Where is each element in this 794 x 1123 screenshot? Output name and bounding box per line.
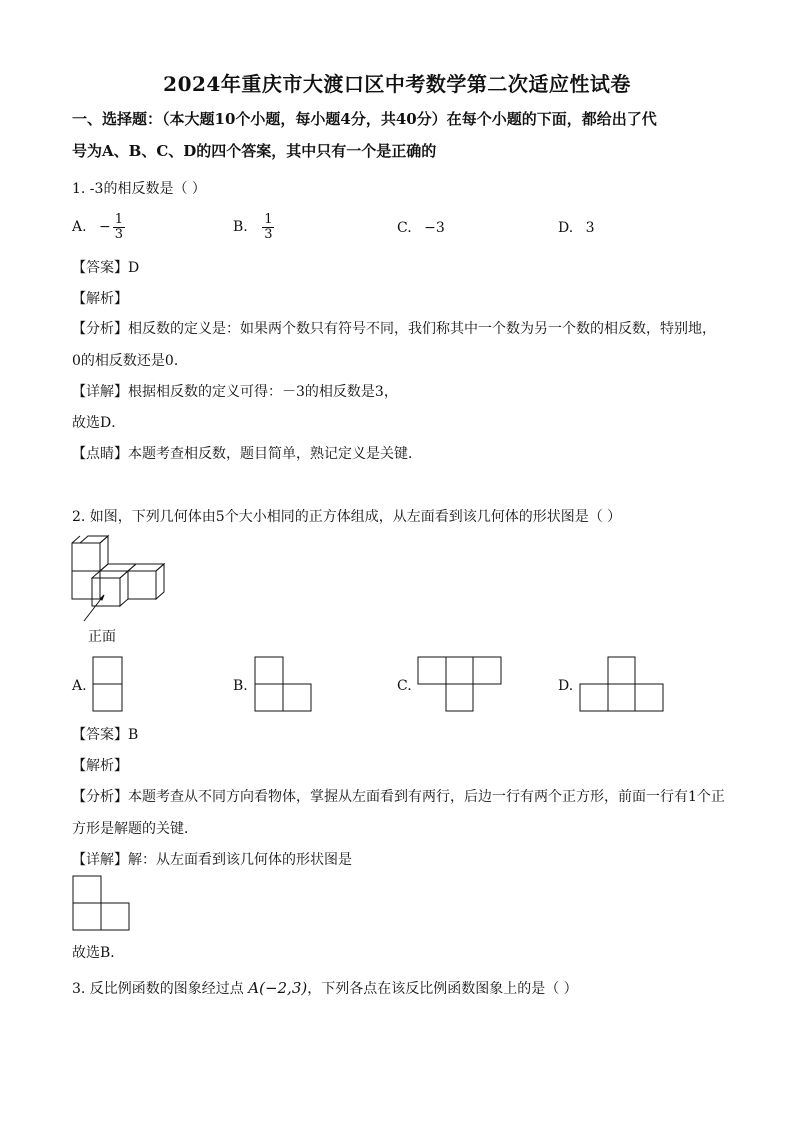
q2-choose: 故选B． <box>72 945 125 961</box>
q1-xiangjie-text: 根据相反数的定义可得：－3的相反数是3， <box>128 384 398 400</box>
q1-fenxi-text1: 相反数的定义是：如果两个数只有符号不同，我们称其中一个数为另一个数的相反数，特别地， <box>128 321 716 337</box>
page-title: 2024年重庆市大渡口区中考数学第二次适应性试卷 <box>163 72 631 96</box>
q2-cube-figure <box>64 533 174 623</box>
q1-stem: 1. -3的相反数是（ ） <box>72 181 206 197</box>
q1-fenxi-line2: 0的相反数还是0． <box>72 353 188 369</box>
q2-xiangjie <box>72 849 352 869</box>
q2-fenxi-line2: 方形是解题的关键． <box>72 821 198 837</box>
q1-fenxi-tag: 【分析】 <box>72 321 128 337</box>
q2-option-b-label: B. <box>233 678 248 694</box>
q2-solution-shape <box>72 875 130 931</box>
q1-option-c-value: −3 <box>424 220 445 236</box>
q1-option-b <box>233 213 274 241</box>
q2-fenxi-text1: 本题考查从不同方向看物体，掌握从左面看到有两行，后边一行有两个正方形，前面一行有1个正 <box>128 789 725 805</box>
q1-fenxi-line1 <box>72 318 716 338</box>
q2-front-label: 正面 <box>88 629 116 645</box>
q1-xiangjie <box>72 381 398 401</box>
q1-option-a-denominator: 3 <box>114 226 124 242</box>
q2-answer-tag: 【答案】 <box>72 727 128 743</box>
q1-option-b-label: B. <box>233 219 248 236</box>
q1-answer <box>72 257 139 277</box>
q2-xiangjie-text: 解：从左面看到该几何体的形状图是 <box>128 852 352 868</box>
q2-option-d-shape <box>579 656 665 712</box>
q2-option-b-shape <box>254 656 312 712</box>
q2-answer <box>72 724 138 744</box>
q1-option-b-denominator: 3 <box>264 226 273 242</box>
q2-option-d-label: D. <box>558 678 574 694</box>
q2-fenxi-line1 <box>72 786 725 806</box>
q1-option-a-label: A. <box>72 219 87 236</box>
q1-xiangjie-tag: 【详解】 <box>72 384 128 400</box>
q2-option-a-shape <box>92 656 124 712</box>
q2-option-c-shape <box>417 656 503 712</box>
q1-option-a <box>72 213 125 241</box>
q3-stem-pre: 3. 反比例函数的图象经过点 <box>72 981 244 997</box>
q1-option-a-fraction <box>113 213 125 241</box>
section-heading-line2: 号为A、B、C、D的四个答案，其中只有一个是正确的 <box>72 142 437 160</box>
q1-option-a-numerator: 1 <box>114 212 124 227</box>
q1-option-c-label: C. <box>397 220 412 236</box>
q1-option-a-sign: − <box>99 219 111 236</box>
q3-stem-post: ，下列各点在该反比例函数图象上的是（ ） <box>307 981 578 997</box>
q3-point: A(−2,3) <box>248 979 308 997</box>
q2-option-a-label: A. <box>72 678 87 694</box>
q1-option-d <box>558 220 595 236</box>
q2-answer-value: B <box>128 727 139 743</box>
q1-dianjing-tag: 【点睛】 <box>72 446 128 462</box>
q1-answer-value: D <box>128 260 140 276</box>
q3-stem <box>72 978 578 998</box>
q2-analysis-tag: 【解析】 <box>72 758 128 774</box>
q1-option-d-label: D. <box>558 220 574 236</box>
q1-option-c <box>397 220 445 236</box>
q2-option-c-label: C. <box>397 678 412 694</box>
q2-fenxi-tag: 【分析】 <box>72 789 128 805</box>
q1-analysis-tag: 【解析】 <box>72 291 128 307</box>
q1-option-b-fraction <box>262 213 274 241</box>
q1-option-d-value: 3 <box>585 220 595 236</box>
q1-dianjing-text: 本题考查相反数，题目简单，熟记定义是关键． <box>128 446 422 462</box>
q2-xiangjie-tag: 【详解】 <box>72 852 128 868</box>
q1-answer-tag: 【答案】 <box>72 260 128 276</box>
q2-stem: 2. 如图，下列几何体由5个大小相同的正方体组成，从左面看到该几何体的形状图是（ ） <box>72 509 622 525</box>
q1-dianjing <box>72 443 422 463</box>
q1-choose: 故选D． <box>72 415 126 431</box>
q1-option-b-numerator: 1 <box>264 212 273 227</box>
section-heading-line1: 一、选择题：（本大题10个小题，每小题4分，共40分）在每个小题的下面，都给出了代 <box>72 110 657 128</box>
